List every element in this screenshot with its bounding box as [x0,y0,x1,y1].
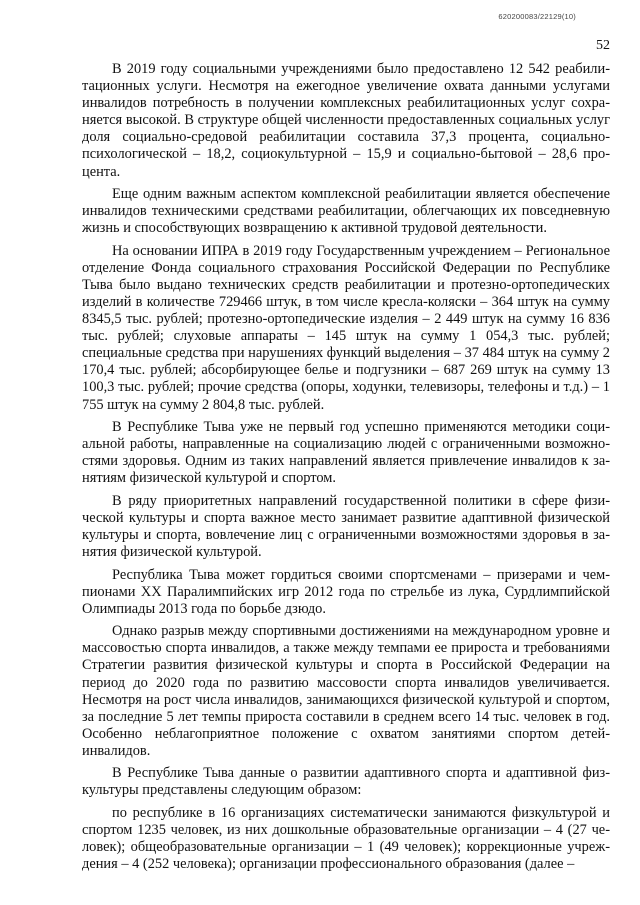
page-number: 52 [596,38,610,53]
paragraph: В 2019 году социальными учреждениями было предоставлено 12 542 реабилитационных услуги. Несмотря на ежегодное увеличение охвата данными услугами инвалидов потребность в получении комплексных реабилитационных услуг сохраняется высокой. В структуре общей численности предоставленных социальных услуг доля социально-средовой реабилитации составила 37,3 процента, социально-психологической – 18,2, социокультурной – 15,9 и социально-бытовой – 28,6 процента. [82,61,610,180]
paragraph: Еще одним важным аспектом комплексной реабилитации является обеспечение инвалидов техническими средствами реабилитации, облегчающих их повседневную жизнь и способствующих возвращению к активной трудовой деятельности. [82,186,610,237]
paragraph: Однако разрыв между спортивными достижениями на международном уровне и массовостью спорта инвалидов, а также между темпами ее прироста и требованиями Стратегии развития физической культуры и спорта в Российской Федерации на период до 2020 года по развитию массовости спорта инвалидов увеличивается. Несмотря на рост числа инвалидов, занимающихся физической культурой и спортом, за последние 5 лет темпы прироста составили в среднем всего 14 тыс. человек в год. Особенно неблагоприятное положение с охватом занятиями спортом детей-инвалидов. [82,623,610,759]
paragraph: по республике в 16 организациях систематически занимаются физкультурой и спортом 1235 человек, из них дошкольные образовательные организации – 4 (27 человек); общеобразовательные организации – 1 (49 человек); коррекционные учреждения – 4 (252 человека); организации профессионального образования (далее – [82,804,610,873]
body-text [82,61,610,879]
paragraph: Республика Тыва может гордиться своими спортсменами – призерами и чемпионами XX Паралимпийских игр 2012 года по стрельбе из лука, Сурдлимпийской Олимпиады 2013 года по борьбе дзюдо. [82,566,610,617]
paragraph: В Республике Тыва данные о развитии адаптивного спорта и адаптивной физкультуры представлены следующим образом: [82,765,610,799]
document-id: 620200083/22129(10) [498,12,576,21]
paragraph: На основании ИПРА в 2019 году Государственным учреждением – Региональное отделение Фонда социального страхования Российской Федерации по Республике Тыва было выдано технических средств реабилитации и протезно-ортопедических изделий в количестве 729466 штук, в том числе кресла-коляски – 364 штук на сумму 8345,5 тыс. рублей; протезно-ортопедические изделия – 2 449 штук на сумму 16 836 тыс. рублей; слуховые аппараты – 145 штук на сумму 1 054,3 тыс. рублей; специальные средства при нарушениях функций выделения – 37 484 штук на сумму 2 170,4 тыс. рублей; абсорбирующее белье и подгузники – 687 269 штук на сумму 13 100,3 тыс. рублей; прочие средства (опоры, ходунки, телевизоры, телефоны и т.д.) – 1 755 штук на сумму 2 804,8 тыс. рублей. [82,242,610,413]
paragraph: В Республике Тыва уже не первый год успешно применяются методики социальной работы, направленные на социализацию людей с ограниченными возможностями здоровья. Одним из таких направлений является привлечение инвалидов к занятиям физической культурой и спортом. [82,419,610,487]
paragraph: В ряду приоритетных направлений государственной политики в сфере физической культуры и спорта важное место занимает развитие адаптивной физической культуры и спорта, вовлечение лиц с ограниченными возможностями здоровья в занятия физической культурой. [82,492,610,561]
